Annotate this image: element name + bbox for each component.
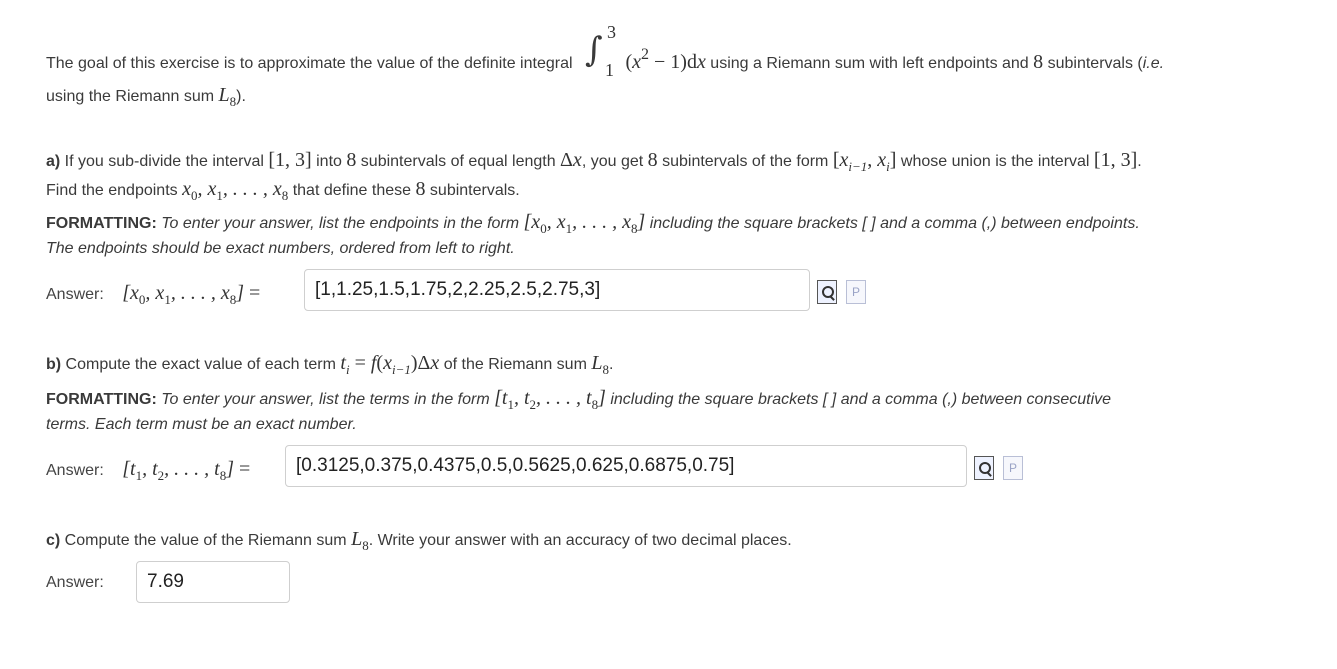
formatting-form-b: [$t_1$, $t_2$, . . . , $t_8$] bbox=[494, 387, 606, 412]
form-x2: x bbox=[877, 149, 887, 171]
formatting-text-b2: including the square brackets [ ] and a comma (,) between consecutive bbox=[605, 391, 1112, 408]
endpoints-math: $x_0$, $x_1$, . . . , $x_8$ bbox=[182, 178, 289, 203]
part-a-delta: Δ bbox=[560, 149, 573, 171]
term-formula: $t_i = f(x_{i-1})\Delta x$ bbox=[340, 352, 440, 377]
integrand-exponent: 2 bbox=[641, 46, 649, 63]
intro-text-after2: subintervals ( bbox=[1043, 55, 1143, 72]
integrand-open: ( bbox=[625, 51, 633, 73]
answer-label-c: Answer: bbox=[46, 574, 104, 591]
part-a-formatting bbox=[46, 211, 1140, 237]
form-x1: x bbox=[839, 149, 849, 171]
answer-label-a: Answer: bbox=[46, 286, 104, 303]
part-b-answer-row bbox=[46, 458, 250, 484]
part-a-n-3: 8 bbox=[415, 178, 426, 200]
integral-sign: ∫ bbox=[584, 30, 603, 70]
part-a-formatting-line-2: The endpoints should be exact numbers, ordered from left to right. bbox=[46, 240, 515, 257]
formatting-text-a2: including the square brackets [ ] and a comma (,) between endpoints. bbox=[645, 215, 1140, 232]
part-a-text4: , you get bbox=[581, 153, 648, 170]
part-a-text6: whose union is the interval bbox=[896, 153, 1094, 170]
intro-ie: i.e. bbox=[1142, 55, 1165, 72]
answer-input-b[interactable] bbox=[285, 445, 967, 487]
formatting-label-b: FORMATTING: bbox=[46, 391, 157, 408]
answer-input-a-value: [1,1.25,1.5,1.75,2,2.25,2.5,2.75,3] bbox=[315, 279, 601, 300]
document-icon-glyph: P bbox=[852, 285, 861, 299]
intro-text-after: using a Riemann sum with left endpoints and bbox=[710, 55, 1034, 72]
integrand-rest: − 1)d bbox=[649, 51, 697, 73]
part-b-line-1 bbox=[46, 352, 613, 378]
part-b-dot: . bbox=[608, 356, 614, 373]
part-a-line-2 bbox=[46, 178, 520, 204]
form-comma: , bbox=[867, 149, 878, 171]
integrand-var: x bbox=[632, 51, 641, 73]
answer-input-c-value: 7.69 bbox=[147, 571, 184, 592]
part-a-line2-c: subintervals. bbox=[425, 182, 520, 199]
part-b-label: b) bbox=[46, 356, 62, 373]
part-b-text2: of the Riemann sum bbox=[439, 356, 592, 373]
answer-lhs-b: [$t_1$, $t_2$, . . . , $t_8$] = bbox=[122, 458, 251, 483]
part-a-deltax: x bbox=[572, 149, 582, 171]
formatting-form-a: [$x_0$, $x_1$, . . . , $x_8$] bbox=[523, 211, 646, 236]
intro-text: The goal of this exercise is to approximate the value of the definite integral bbox=[46, 55, 573, 72]
part-a-label: a) bbox=[46, 153, 61, 170]
riemann-subscript-b: 8 bbox=[602, 362, 609, 377]
part-c-text2: . Write your answer with an accuracy of two decimal places. bbox=[368, 532, 792, 549]
integrand-dvar: x bbox=[696, 51, 706, 73]
part-a-answer-row bbox=[46, 282, 260, 308]
riemann-subscript-c: 8 bbox=[362, 538, 369, 553]
part-a-text3: subintervals of equal length bbox=[356, 153, 561, 170]
intro-line-2 bbox=[46, 84, 246, 110]
form-open: [ bbox=[832, 149, 840, 171]
intro-line-1 bbox=[46, 22, 1165, 80]
form-sub2: i bbox=[886, 159, 890, 174]
part-c-line-1 bbox=[46, 528, 792, 554]
part-a-line2-a: Find the endpoints bbox=[46, 182, 183, 199]
part-c-text1: Compute the value of the Riemann sum bbox=[60, 532, 352, 549]
answer-input-c[interactable] bbox=[136, 561, 290, 603]
preview-icon[interactable] bbox=[974, 456, 994, 480]
document-icon[interactable] bbox=[1003, 456, 1023, 480]
part-a-interval-2: [1, 3] bbox=[1093, 149, 1138, 171]
part-b-formatting-line-2: terms. Each term must be an exact number. bbox=[46, 416, 357, 433]
intro-n-intervals: 8 bbox=[1033, 51, 1044, 73]
answer-lhs-a: [$x_0$, $x_1$, . . . , $x_8$] = bbox=[122, 282, 261, 307]
part-b-text1: Compute the exact value of each term bbox=[61, 356, 341, 373]
part-a-n: 8 bbox=[346, 149, 357, 171]
integral-expression bbox=[577, 22, 621, 80]
intro-line2-end: ). bbox=[236, 88, 246, 105]
answer-input-a[interactable] bbox=[304, 269, 810, 311]
part-a-text2: into bbox=[311, 153, 347, 170]
document-icon-glyph: P bbox=[1009, 461, 1018, 475]
part-a-end-dot: . bbox=[1137, 153, 1142, 170]
part-a-text5: subintervals of the form bbox=[657, 153, 833, 170]
part-a-line-1 bbox=[46, 149, 1142, 175]
part-a-interval: [1, 3] bbox=[268, 149, 312, 171]
preview-icon[interactable] bbox=[817, 280, 837, 304]
riemann-subscript: 8 bbox=[229, 94, 237, 109]
answer-input-b-value: [0.3125,0.375,0.4375,0.5,0.5625,0.625,0.6875,0.75] bbox=[296, 455, 735, 476]
intro-line2-text: using the Riemann sum bbox=[46, 88, 219, 105]
answer-label-b: Answer: bbox=[46, 462, 104, 479]
formatting-label-a: FORMATTING: bbox=[46, 215, 157, 232]
part-a-text1: If you sub-divide the interval bbox=[60, 153, 269, 170]
riemann-symbol-b: L bbox=[591, 352, 603, 374]
part-b-formatting bbox=[46, 387, 1111, 413]
riemann-symbol-c: L bbox=[351, 528, 363, 550]
riemann-symbol: L bbox=[218, 84, 230, 106]
form-close: ] bbox=[889, 149, 897, 171]
part-a-line2-b: that define these bbox=[288, 182, 416, 199]
integral-lower-bound: 1 bbox=[604, 60, 614, 80]
form-sub1: i−1 bbox=[848, 159, 868, 174]
formatting-text-b1: To enter your answer, list the terms in the form bbox=[156, 391, 495, 408]
part-c-label: c) bbox=[46, 532, 61, 549]
document-icon[interactable] bbox=[846, 280, 866, 304]
part-a-n-2: 8 bbox=[647, 149, 658, 171]
formatting-text-a1: To enter your answer, list the endpoints in the form bbox=[156, 215, 524, 232]
integral-upper-bound: 3 bbox=[606, 22, 616, 42]
part-c-answer-row bbox=[46, 574, 104, 592]
